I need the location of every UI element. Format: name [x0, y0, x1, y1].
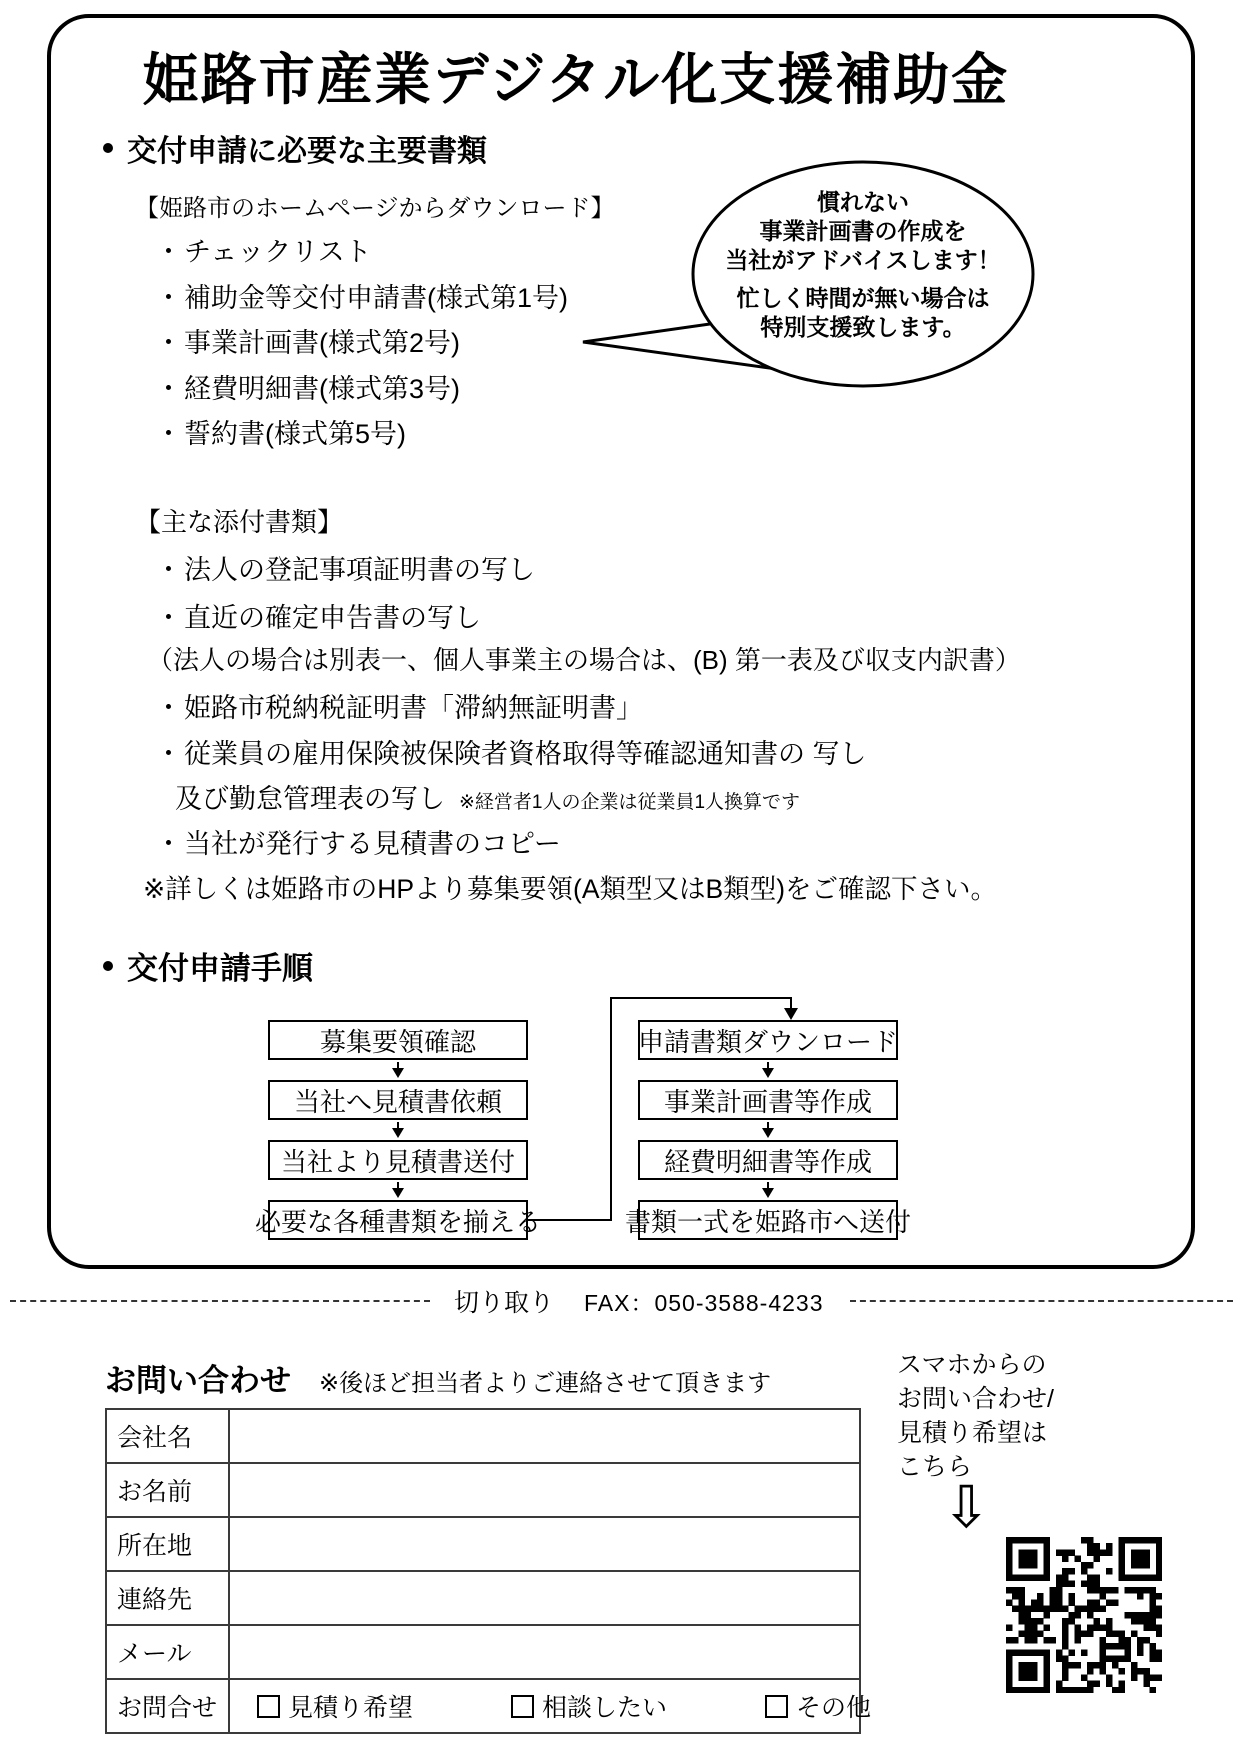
qr-caption-line: スマホからの [897, 1351, 1047, 1379]
attachment-item: ・ 法人の登記事項証明書の写し [155, 548, 535, 587]
contact-heading-row [105, 1355, 771, 1400]
form-label: 会社名 [106, 1409, 229, 1463]
form-label: メール [106, 1625, 229, 1679]
attachment-item-sub [175, 777, 800, 816]
attachments-group-label: 【主な添付書類】 [135, 507, 344, 537]
cut-line-label: 切り取り [454, 1289, 555, 1317]
form-label: お名前 [106, 1463, 229, 1517]
input-person-name[interactable] [229, 1463, 860, 1517]
section-heading-procedure [103, 943, 313, 988]
checkbox-label: 見積り希望 [288, 1694, 414, 1722]
checkbox-icon[interactable] [257, 1695, 280, 1718]
checkbox-icon[interactable] [511, 1695, 534, 1718]
cut-line-dashes-left [10, 1300, 430, 1302]
form-row-name [106, 1463, 860, 1517]
download-item: ・ 経費明細書(様式第3号) [155, 367, 460, 406]
bubble-line: 忙しく時間が無い場合は [736, 285, 990, 311]
checkbox-option-estimate[interactable] [257, 1688, 413, 1724]
flyer-border-box [47, 14, 1195, 1269]
checkbox-option-other[interactable] [765, 1688, 871, 1724]
download-item: ・ 事業計画書(様式第2号) [155, 321, 460, 360]
flow-step: 書類一式を姫路市へ送付 [638, 1200, 898, 1240]
checkbox-icon[interactable] [765, 1695, 788, 1718]
form-label: お問合せ [106, 1679, 229, 1733]
bubble-line: 当社がアドバイスします！ [725, 247, 1001, 273]
section-heading-required-docs [103, 126, 487, 170]
form-row-address [106, 1517, 860, 1571]
section-heading-text: 交付申請手順 [127, 951, 313, 986]
flow-step: 申請書類ダウンロード [638, 1020, 898, 1060]
inquiry-options [231, 1688, 872, 1724]
form-label: 連絡先 [106, 1571, 229, 1625]
attachment-item: ・ 従業員の雇用保険被保険者資格取得等確認通知書の 写し [155, 732, 867, 771]
download-item: ・ 補助金等交付申請書(様式第1号) [155, 276, 568, 315]
attachment-sub-text: 及び勤怠管理表の写し [175, 784, 445, 814]
input-address[interactable] [229, 1517, 860, 1571]
input-company-name[interactable] [229, 1409, 860, 1463]
flow-step: 経費明細書等作成 [638, 1140, 898, 1180]
download-item: ・ チェックリスト [155, 230, 372, 269]
contact-note: ※後ほど担当者よりご連絡させて頂きます [319, 1370, 772, 1397]
checkbox-option-consult[interactable] [511, 1688, 667, 1724]
form-row-contact [106, 1571, 860, 1625]
flow-step: 必要な各種書類を揃える [268, 1200, 528, 1240]
checkbox-label: 相談したい [542, 1694, 668, 1722]
down-arrow-icon: ⇩ [942, 1473, 991, 1541]
advice-bubble-text [678, 188, 1048, 342]
contact-heading: お問い合わせ [105, 1363, 291, 1398]
bubble-line: 慣れない [817, 189, 909, 215]
flow-step: 募集要領確認 [268, 1020, 528, 1060]
attachment-item-sub: （法人の場合は別表一、個人事業主の場合は、(B) 第一表及び収支内訳書） [147, 645, 1021, 675]
form-row-email [106, 1625, 860, 1679]
attachment-item: ・ 姫路市税納税証明書「滞納無証明書」 [155, 686, 643, 725]
bullet-icon [103, 143, 113, 153]
checkbox-label: その他 [796, 1694, 872, 1722]
flow-step: 事業計画書等作成 [638, 1080, 898, 1120]
bubble-line: 特別支援致します。 [760, 314, 966, 340]
form-row-company [106, 1409, 860, 1463]
cut-line [0, 1283, 1241, 1319]
download-item: ・ 誓約書(様式第5号) [155, 412, 406, 451]
flow-step: 当社より見積書送付 [268, 1140, 528, 1180]
fax-number: FAX：050-3588-4233 [584, 1289, 824, 1316]
qr-caption-line: 見積り希望は [897, 1419, 1048, 1447]
page-title: 姫路市産業デジタル化支援補助金 [142, 48, 1010, 111]
qr-caption [897, 1348, 1054, 1484]
bullet-icon [103, 961, 113, 971]
bubble-line: 事業計画書の作成を [759, 218, 967, 244]
inquiry-options-cell [229, 1679, 872, 1733]
form-label: 所在地 [106, 1517, 229, 1571]
input-contact[interactable] [229, 1571, 860, 1625]
qr-caption-line: こちら [897, 1453, 973, 1481]
cut-line-dashes-right [850, 1300, 1233, 1302]
download-group-label: 【姫路市のホームページからダウンロード】 [135, 195, 615, 222]
flow-step: 当社へ見積書依頼 [268, 1080, 528, 1120]
qr-code [1006, 1537, 1162, 1693]
input-email[interactable] [229, 1625, 860, 1679]
advice-speech-bubble [563, 152, 1041, 408]
contact-form-table [105, 1408, 872, 1734]
section-heading-text: 交付申請に必要な主要書類 [127, 135, 487, 168]
qr-caption-line: お問い合わせ/ [897, 1385, 1054, 1413]
attachment-note: ※経営者1人の企業は従業員1人換算です [459, 792, 801, 813]
form-row-inquiry-type [106, 1679, 860, 1733]
attachment-item: ・ 直近の確定申告書の写し [155, 596, 481, 635]
attachments-footnote: ※詳しくは姫路市のHPより募集要領(A類型又はB類型)をご確認下さい。 [143, 874, 998, 904]
attachment-item: ・ 当社が発行する見積書のコピー [155, 822, 561, 861]
